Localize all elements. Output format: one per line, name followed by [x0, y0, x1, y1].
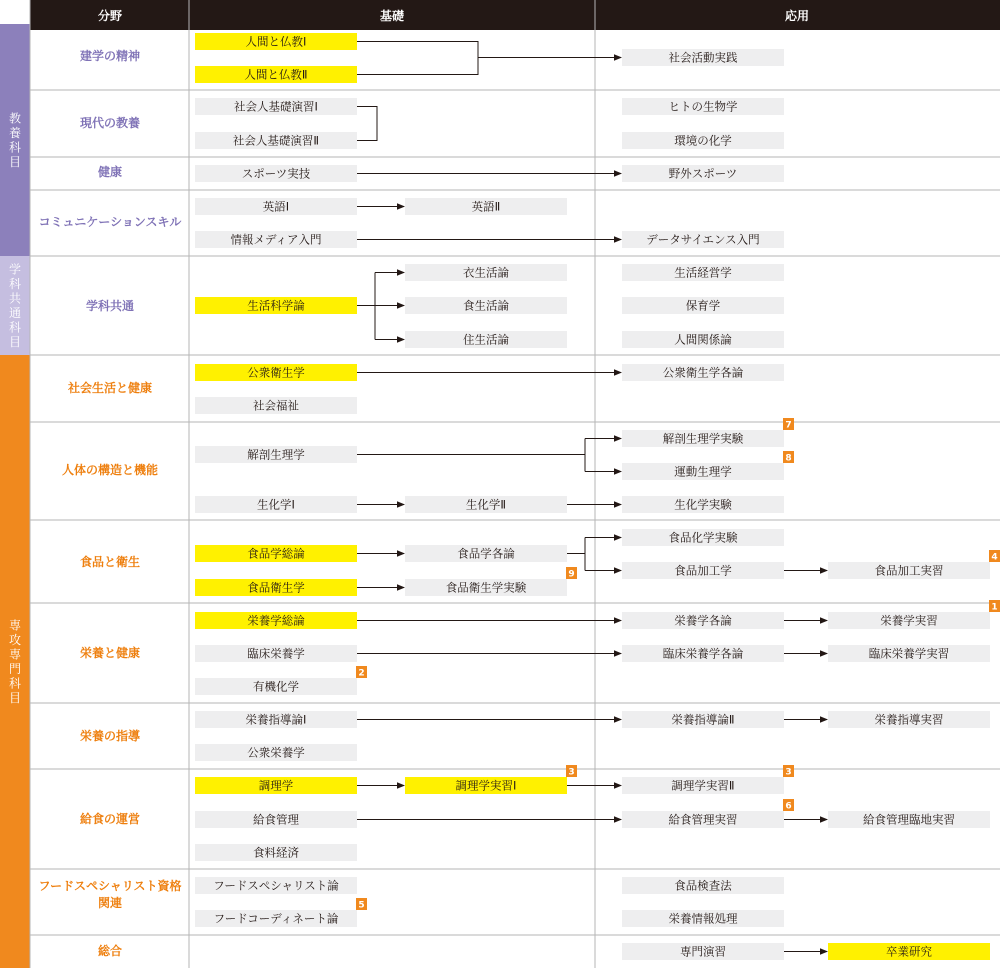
course-box: [622, 799, 794, 828]
course-number-text: 3: [785, 767, 792, 778]
course-box: [622, 496, 784, 513]
course-box: [195, 446, 357, 463]
course-box: [622, 132, 784, 149]
course-box: [195, 165, 357, 182]
course-box: [622, 451, 794, 480]
course-label: 衣生活論: [463, 265, 509, 280]
course-box: [622, 943, 784, 960]
course-label: スポーツ実技: [241, 166, 311, 181]
course-label: 解剖生理学実験: [662, 431, 744, 446]
course-label: 食品加工実習: [874, 563, 944, 578]
course-box: [828, 550, 1000, 579]
course-number-text: 2: [358, 668, 365, 679]
course-box: [622, 264, 784, 281]
course-label: 調理学実習Ⅱ: [671, 778, 735, 793]
field-label-6: 人体の構造と機能: [61, 463, 159, 477]
course-number-text: 5: [358, 900, 365, 911]
course-number-text: 8: [785, 453, 792, 464]
band-label-0: 教養科目: [8, 111, 22, 169]
field-label-7: 食品と衛生: [79, 555, 141, 569]
field-label-11: フードスペシャリスト資格関連: [38, 879, 182, 910]
course-box: [405, 496, 567, 513]
field-label-2: 健康: [97, 165, 123, 179]
course-label: 英語Ⅱ: [471, 199, 501, 214]
course-box: [622, 562, 784, 579]
course-label: 食品加工学: [674, 563, 732, 578]
course-label: 調理学実習Ⅰ: [455, 778, 517, 793]
course-box: [195, 397, 357, 414]
course-box: [195, 844, 357, 861]
course-label: 生化学Ⅰ: [257, 497, 295, 512]
course-box: [195, 66, 357, 83]
course-box: [622, 49, 784, 66]
course-label: 公衆栄養学: [247, 745, 305, 760]
course-box: [828, 811, 990, 828]
course-number-text: 3: [568, 767, 575, 778]
course-label: 臨床栄養学: [247, 646, 305, 661]
course-box: [622, 364, 784, 381]
course-box: [622, 711, 784, 728]
course-box: [195, 545, 357, 562]
course-label: 情報メディア入門: [230, 232, 322, 247]
course-label: 栄養指導実習: [874, 712, 944, 727]
course-label: 英語Ⅰ: [262, 199, 290, 214]
course-box: [828, 943, 990, 960]
course-label: 社会人基礎演習Ⅱ: [232, 133, 320, 148]
course-box: [622, 98, 784, 115]
course-label: フードスペシャリスト論: [213, 878, 339, 893]
course-box: [195, 645, 357, 662]
course-label: 公衆衛生学各論: [662, 365, 744, 380]
header-applied: 応用: [784, 9, 810, 23]
course-box: [622, 612, 784, 629]
course-box: [405, 297, 567, 314]
course-box: [405, 198, 567, 215]
course-number-text: 7: [785, 420, 792, 431]
course-label: 生活経営学: [674, 265, 732, 280]
course-box: [622, 331, 784, 348]
course-box: [195, 297, 357, 314]
course-box: [195, 666, 367, 695]
course-label: 人間と仏教Ⅱ: [244, 67, 308, 82]
course-label: 食品学総論: [247, 546, 305, 561]
course-box: [195, 579, 357, 596]
course-box: [405, 545, 567, 562]
course-box: [195, 231, 357, 248]
course-label: 専門演習: [680, 944, 726, 959]
header-field: 分野: [97, 9, 123, 23]
course-number-text: 9: [568, 569, 575, 580]
course-box: [828, 600, 1000, 629]
course-number-text: 4: [991, 552, 998, 563]
field-label-4: 学科共通: [85, 299, 135, 313]
field-label-1: 現代の教養: [79, 116, 141, 130]
course-label: ヒトの生物学: [668, 99, 738, 114]
course-box: [622, 231, 784, 248]
course-label: 栄養学総論: [247, 613, 305, 628]
course-label: 食品検査法: [674, 878, 732, 893]
course-box: [195, 877, 357, 894]
course-label: 生化学Ⅱ: [465, 497, 507, 512]
course-label: 栄養指導論Ⅱ: [671, 712, 735, 727]
course-box: [195, 811, 357, 828]
flow-connector: [357, 42, 478, 75]
field-label-10: 給食の運営: [79, 812, 141, 826]
course-box: [195, 33, 357, 50]
course-box: [195, 612, 357, 629]
course-label: 食生活論: [463, 298, 509, 313]
course-label: 食品衛生学実験: [445, 580, 527, 595]
course-label: 給食管理実習: [668, 812, 738, 827]
course-box: [195, 132, 357, 149]
course-box: [622, 877, 784, 894]
course-box: [405, 331, 567, 348]
course-label: 保育学: [685, 298, 721, 313]
course-box: [828, 645, 990, 662]
course-label: 社会人基礎演習Ⅰ: [234, 99, 318, 114]
course-label: 食品学各論: [457, 546, 515, 561]
field-label-3: コミュニケーションスキル: [38, 215, 182, 229]
course-box: [405, 567, 577, 596]
course-label: 栄養学実習: [880, 613, 938, 628]
course-box: [622, 645, 784, 662]
course-box: [195, 198, 357, 215]
course-label: 有機化学: [253, 679, 299, 694]
field-label-5: 社会生活と健康: [67, 381, 153, 395]
band-label-1: 学科共通科目: [8, 262, 22, 349]
course-label: 栄養学各論: [674, 613, 732, 628]
course-box: [195, 98, 357, 115]
course-label: 食料経済: [253, 845, 299, 860]
course-label: 環境の化学: [674, 133, 732, 148]
course-box: [622, 165, 784, 182]
course-label: 住生活論: [463, 332, 509, 347]
course-label: 社会福祉: [253, 398, 299, 413]
course-label: 卒業研究: [886, 944, 932, 959]
course-box: [195, 496, 357, 513]
course-label: 野外スポーツ: [668, 166, 738, 181]
course-label: 栄養情報処理: [668, 911, 738, 926]
course-label: 臨床栄養学各論: [662, 646, 744, 661]
field-label-12: 総合: [97, 944, 123, 958]
course-label: フードコーディネート論: [213, 911, 339, 926]
field-label-8: 栄養と健康: [79, 646, 141, 660]
course-box: [195, 711, 357, 728]
course-box: [195, 364, 357, 381]
course-label: 栄養指導論Ⅰ: [245, 712, 307, 727]
field-label-9: 栄養の指導: [79, 729, 141, 743]
course-number-text: 1: [991, 602, 998, 613]
course-label: 解剖生理学: [247, 447, 305, 462]
field-label-0: 建学の精神: [79, 49, 141, 63]
flow-connector: [357, 107, 377, 141]
course-label: 食品衛生学: [247, 580, 305, 595]
course-label: 臨床栄養学実習: [868, 646, 950, 661]
course-box: [195, 898, 367, 927]
course-number-text: 6: [785, 801, 792, 812]
course-label: 人間関係論: [674, 332, 732, 347]
course-label: 生化学実験: [674, 497, 732, 512]
course-label: 給食管理臨地実習: [863, 812, 955, 827]
band-label-2: 専攻専門科目: [8, 618, 22, 705]
course-label: データサイエンス入門: [646, 232, 760, 247]
course-box: [622, 910, 784, 927]
course-box: [622, 297, 784, 314]
course-box: [195, 744, 357, 761]
course-label: 人間と仏教Ⅰ: [245, 34, 307, 49]
header-bar: [30, 0, 1000, 30]
course-box: [828, 711, 990, 728]
course-box: [405, 264, 567, 281]
course-box: [195, 777, 357, 794]
course-label: 公衆衛生学: [247, 365, 305, 380]
course-label: 食品化学実験: [668, 530, 738, 545]
course-label: 給食管理: [253, 812, 299, 827]
header-basic: 基礎: [379, 9, 405, 23]
course-label: 生活科学論: [247, 298, 305, 313]
course-label: 社会活動実践: [668, 50, 738, 65]
course-box: [622, 529, 784, 546]
course-label: 運動生理学: [674, 464, 732, 479]
course-label: 調理学: [258, 778, 294, 793]
